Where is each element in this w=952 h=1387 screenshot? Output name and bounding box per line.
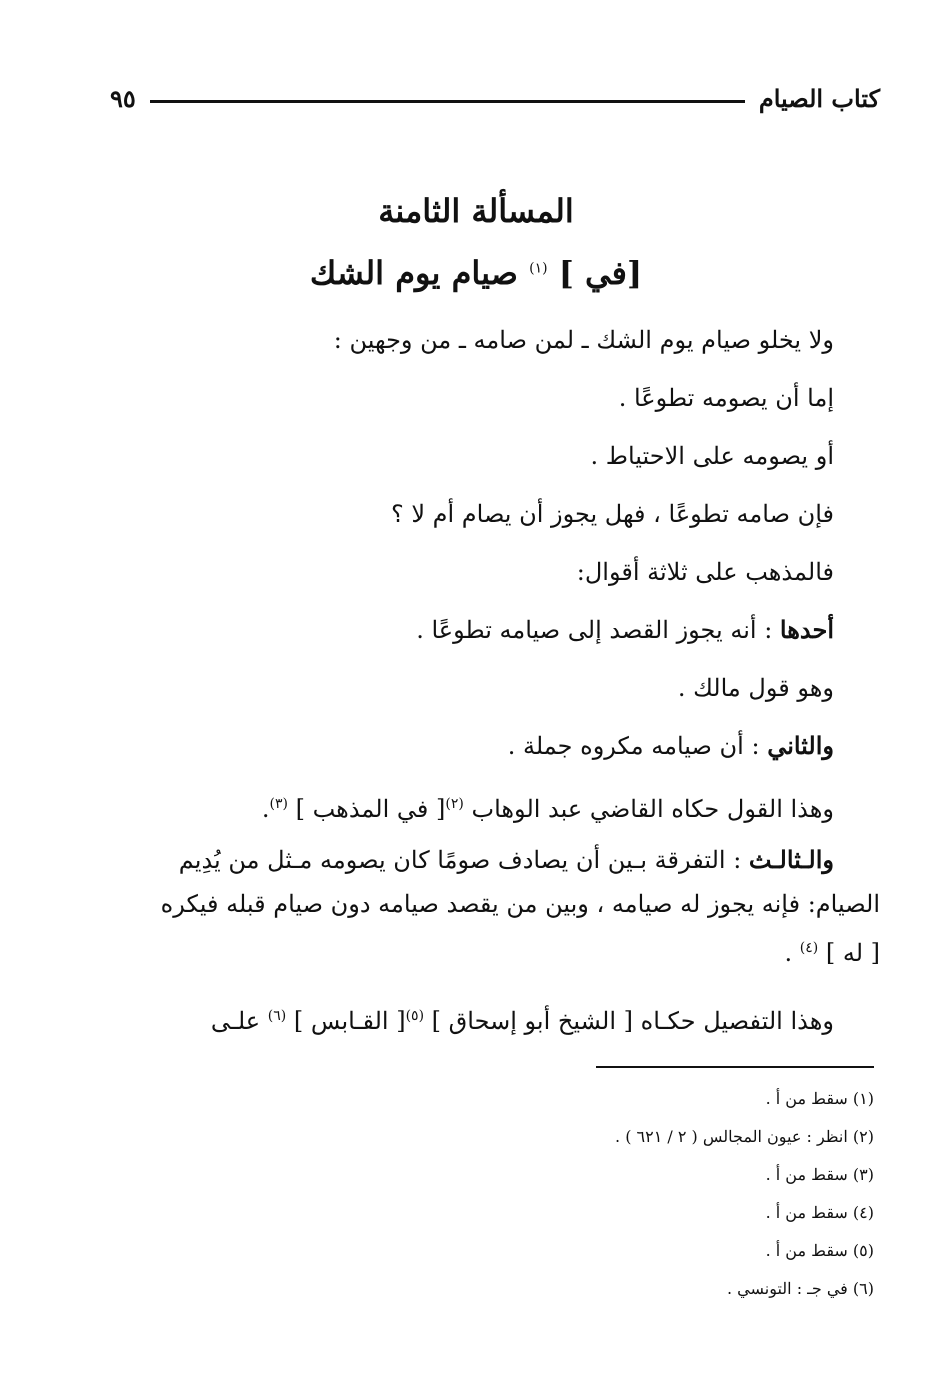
text-span: [ له ] [818,939,880,967]
third-opinion-label: والـثالـث [748,845,834,874]
text-line: فإن صامه تطوعًا ، فهل يجوز أن يصام أم لا ؟ [390,500,834,528]
footnote: (٣) سقط من أ . [765,1165,874,1184]
text-span: وهذا التفصيل حكـاه [ الشيخ أبو إسحاق ] [424,1007,834,1035]
detail-paragraph [108,994,880,1038]
topic-open: [في ] [558,254,643,292]
text-line [108,722,834,780]
footnote: (١) سقط من أ . [765,1089,874,1108]
text-span: علـى [210,1007,268,1035]
text-line: ولا يخلو صيام يوم الشك ـ لمن صامه ـ من وجهين : [333,326,834,354]
footnote-separator [596,1066,874,1068]
second-opinion-text: : أن صيامه مكروه جملة . [507,732,768,760]
topic-heading [0,254,952,292]
first-opinion-label: أحدها [779,615,834,644]
third-opinion-text: : التفرقة بـين أن يصادف صومًا كان يصومه مـثل من يُدِيم [178,846,749,874]
footnote-ref-6: (٦) [267,1008,287,1024]
footnote-ref-3: (٣) [269,796,288,812]
text-line [108,926,880,970]
topic-title: صيام يوم الشك [309,254,518,292]
issue-heading: المسألة الثامنة [378,192,574,230]
footnote: (٦) في جـ : التونسي . [726,1279,874,1298]
text-span: . [784,939,800,967]
text-span: [ في المذهب ] [287,795,446,823]
footnotes [300,1082,874,1310]
footnote-ref-2: (٢) [445,796,464,812]
first-opinion-text: : أنه يجوز القصد إلى صيامه تطوعًا . [416,616,780,644]
footnote-ref-4: (٤) [799,940,819,956]
text-line [108,838,880,882]
footnote-ref-5: (٥) [405,1008,425,1024]
text-line [108,994,880,1038]
text-line: وهو قول مالك . [677,674,834,702]
chapter-title: كتاب الصيام [758,83,880,113]
text-line: إما أن يصومه تطوعًا . [618,384,834,412]
text-line: أو يصومه على الاحتياط . [590,442,834,470]
body-text [108,316,834,838]
footnote: (٥) سقط من أ . [765,1241,874,1260]
text-span: [ القـابس ] [286,1007,406,1035]
third-opinion-paragraph [108,838,880,970]
header-rule [150,100,745,103]
text-line: الصيام: فإنه يجوز له صيامه ، وبين من يقصد صيامه دون صيام قبله فيكره [160,890,880,918]
text-line [108,780,834,838]
footnote: (٤) سقط من أ . [765,1203,874,1222]
text-line: فالمذهب على ثلاثة أقوال: [576,558,834,586]
text-span: . [261,795,270,823]
text-span: وهذا القول حكاه القاضي عبد الوهاب [463,795,834,823]
second-opinion-label: والثاني [767,731,834,760]
footnote: (٢) انظر : عيون المجالس ( ٢ / ٦٢١ ) . [615,1127,874,1146]
running-header [110,80,880,116]
text-line [108,606,834,664]
page-number: ٩٥ [110,83,136,113]
footnote-ref-1: (١) [529,260,548,277]
